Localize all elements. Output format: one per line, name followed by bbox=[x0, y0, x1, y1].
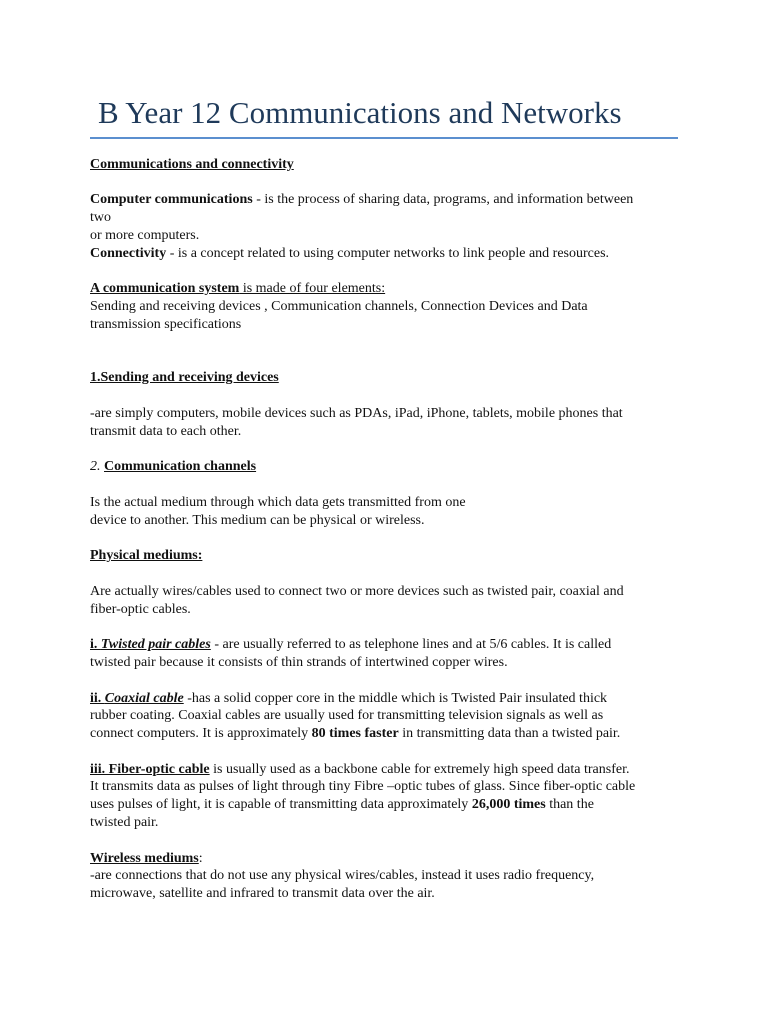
para-fiber-optic-line-4 bbox=[90, 814, 682, 832]
spacer bbox=[90, 672, 682, 690]
elements-text: Sending and receiving devices , Communication channels, Connection Devices and Data bbox=[90, 298, 588, 314]
heading-communications-connectivity bbox=[90, 156, 682, 174]
para-channels-line-2 bbox=[90, 512, 682, 530]
body-text: than the bbox=[545, 797, 594, 813]
body-text: - are usually referred to as telephone lines and at 5/6 cables. It is called bbox=[210, 637, 612, 653]
spacer bbox=[90, 334, 682, 352]
para-coaxial-line-2 bbox=[90, 707, 682, 725]
body-text: -are connections that do not use any physical wires/cables, instead it uses radio frequency, bbox=[90, 868, 595, 884]
body-text: device to another. This medium can be physical or wireless. bbox=[90, 512, 425, 528]
body-text: Are actually wires/cables used to connect two or more devices such as twisted pair, coaxial and bbox=[90, 583, 624, 599]
elements-list-line-1 bbox=[90, 298, 682, 316]
body-text: -are simply computers, mobile devices such as PDAs, iPad, iPhone, tablets, mobile phones that bbox=[90, 405, 623, 421]
spacer bbox=[90, 832, 682, 850]
spacer bbox=[90, 440, 682, 458]
elements-text: transmission specifications bbox=[90, 316, 242, 332]
heading-text: Physical mediums: bbox=[90, 548, 203, 564]
para-communication-system bbox=[90, 280, 682, 298]
definition-text: - is the process of sharing data, programs, and information between bbox=[252, 192, 634, 208]
para-fiber-optic bbox=[90, 761, 682, 779]
title-underline-rule bbox=[90, 137, 678, 139]
para-sending-receiving-line-2 bbox=[90, 423, 682, 441]
body-text: rubber coating. Coaxial cables are usually used for transmitting television signals as well as bbox=[90, 708, 604, 724]
body-text: transmit data to each other. bbox=[90, 423, 242, 439]
para-computer-communications bbox=[90, 191, 682, 209]
spacer bbox=[90, 565, 682, 583]
term-twisted-pair: Twisted pair cables bbox=[100, 637, 211, 653]
heading-text: 1.Sending and receiving devices bbox=[90, 370, 279, 386]
body-text: twisted pair. bbox=[90, 815, 159, 831]
para-physical-line-1 bbox=[90, 583, 682, 601]
para-computer-communications-line-3 bbox=[90, 227, 682, 245]
definition-text: two bbox=[90, 209, 111, 225]
spacer bbox=[90, 618, 682, 636]
spacer bbox=[90, 262, 682, 280]
body-text: microwave, satellite and infrared to transmit data over the air. bbox=[90, 886, 435, 902]
spacer bbox=[90, 529, 682, 547]
body-text: fiber-optic cables. bbox=[90, 601, 191, 617]
colon: : bbox=[198, 850, 203, 866]
page-title: B Year 12 Communications and Networks bbox=[98, 95, 622, 130]
term-fiber-optic: iii. Fiber-optic cable bbox=[90, 761, 210, 777]
heading-text: Communication channels bbox=[104, 459, 257, 475]
body-text: It transmits data as pulses of light through tiny Fibre –optic tubes of glass. Since fiber-optic cable bbox=[90, 779, 636, 795]
emphasis-80-times-faster: 80 times faster bbox=[311, 726, 399, 742]
section-number: 2. bbox=[90, 459, 101, 475]
body-text: Is the actual medium through which data gets transmitted from one bbox=[90, 494, 466, 510]
para-wireless-line-1 bbox=[90, 867, 682, 885]
body-text: -has a solid copper core in the middle which is Twisted Pair insulated thick bbox=[183, 690, 608, 706]
para-connectivity bbox=[90, 245, 682, 263]
heading-text: Communications and connectivity bbox=[90, 157, 294, 172]
para-wireless-line-2 bbox=[90, 885, 682, 903]
elements-list-line-2 bbox=[90, 316, 682, 334]
spacer bbox=[90, 174, 682, 191]
para-fiber-optic-line-3 bbox=[90, 796, 682, 814]
heading-communication-channels bbox=[90, 458, 682, 476]
item-prefix: i. bbox=[90, 637, 101, 653]
term-connectivity: Connectivity bbox=[90, 245, 167, 261]
term-wireless-mediums: Wireless mediums bbox=[90, 850, 199, 866]
spacer bbox=[90, 387, 682, 405]
para-physical-line-2 bbox=[90, 601, 682, 619]
term-coaxial: Coaxial cable bbox=[104, 690, 184, 706]
definition-text: or more computers. bbox=[90, 227, 200, 243]
spacer bbox=[90, 351, 682, 369]
body-text: connect computers. It is approximately bbox=[90, 726, 312, 742]
para-twisted-pair bbox=[90, 636, 682, 654]
body-text: twisted pair because it consists of thin strands of intertwined copper wires. bbox=[90, 654, 508, 670]
heading-physical-mediums bbox=[90, 547, 682, 565]
document-body bbox=[90, 156, 682, 903]
para-coaxial-line-3 bbox=[90, 725, 682, 743]
spacer bbox=[90, 743, 682, 761]
para-twisted-pair-line-2 bbox=[90, 654, 682, 672]
term-communication-system: A communication system bbox=[90, 281, 240, 297]
para-coaxial bbox=[90, 690, 682, 708]
para-computer-communications-line-2 bbox=[90, 209, 682, 227]
para-sending-receiving-line-1 bbox=[90, 405, 682, 423]
spacer bbox=[90, 476, 682, 494]
item-prefix: ii. bbox=[90, 690, 105, 706]
system-text: is made of four elements: bbox=[239, 281, 386, 297]
para-channels-line-1 bbox=[90, 494, 682, 512]
heading-wireless-mediums bbox=[90, 850, 682, 868]
emphasis-26000-times: 26,000 times bbox=[471, 797, 546, 813]
heading-sending-receiving-devices bbox=[90, 369, 682, 387]
body-text: is usually used as a backbone cable for extremely high speed data transfer. bbox=[209, 761, 630, 777]
para-fiber-optic-line-2 bbox=[90, 778, 682, 796]
body-text: in transmitting data than a twisted pair. bbox=[398, 726, 621, 742]
body-text: uses pulses of light, it is capable of transmitting data approximately bbox=[90, 797, 472, 813]
definition-text: - is a concept related to using computer networks to link people and resources. bbox=[166, 245, 610, 261]
term-computer-communications: Computer communications bbox=[90, 192, 253, 208]
